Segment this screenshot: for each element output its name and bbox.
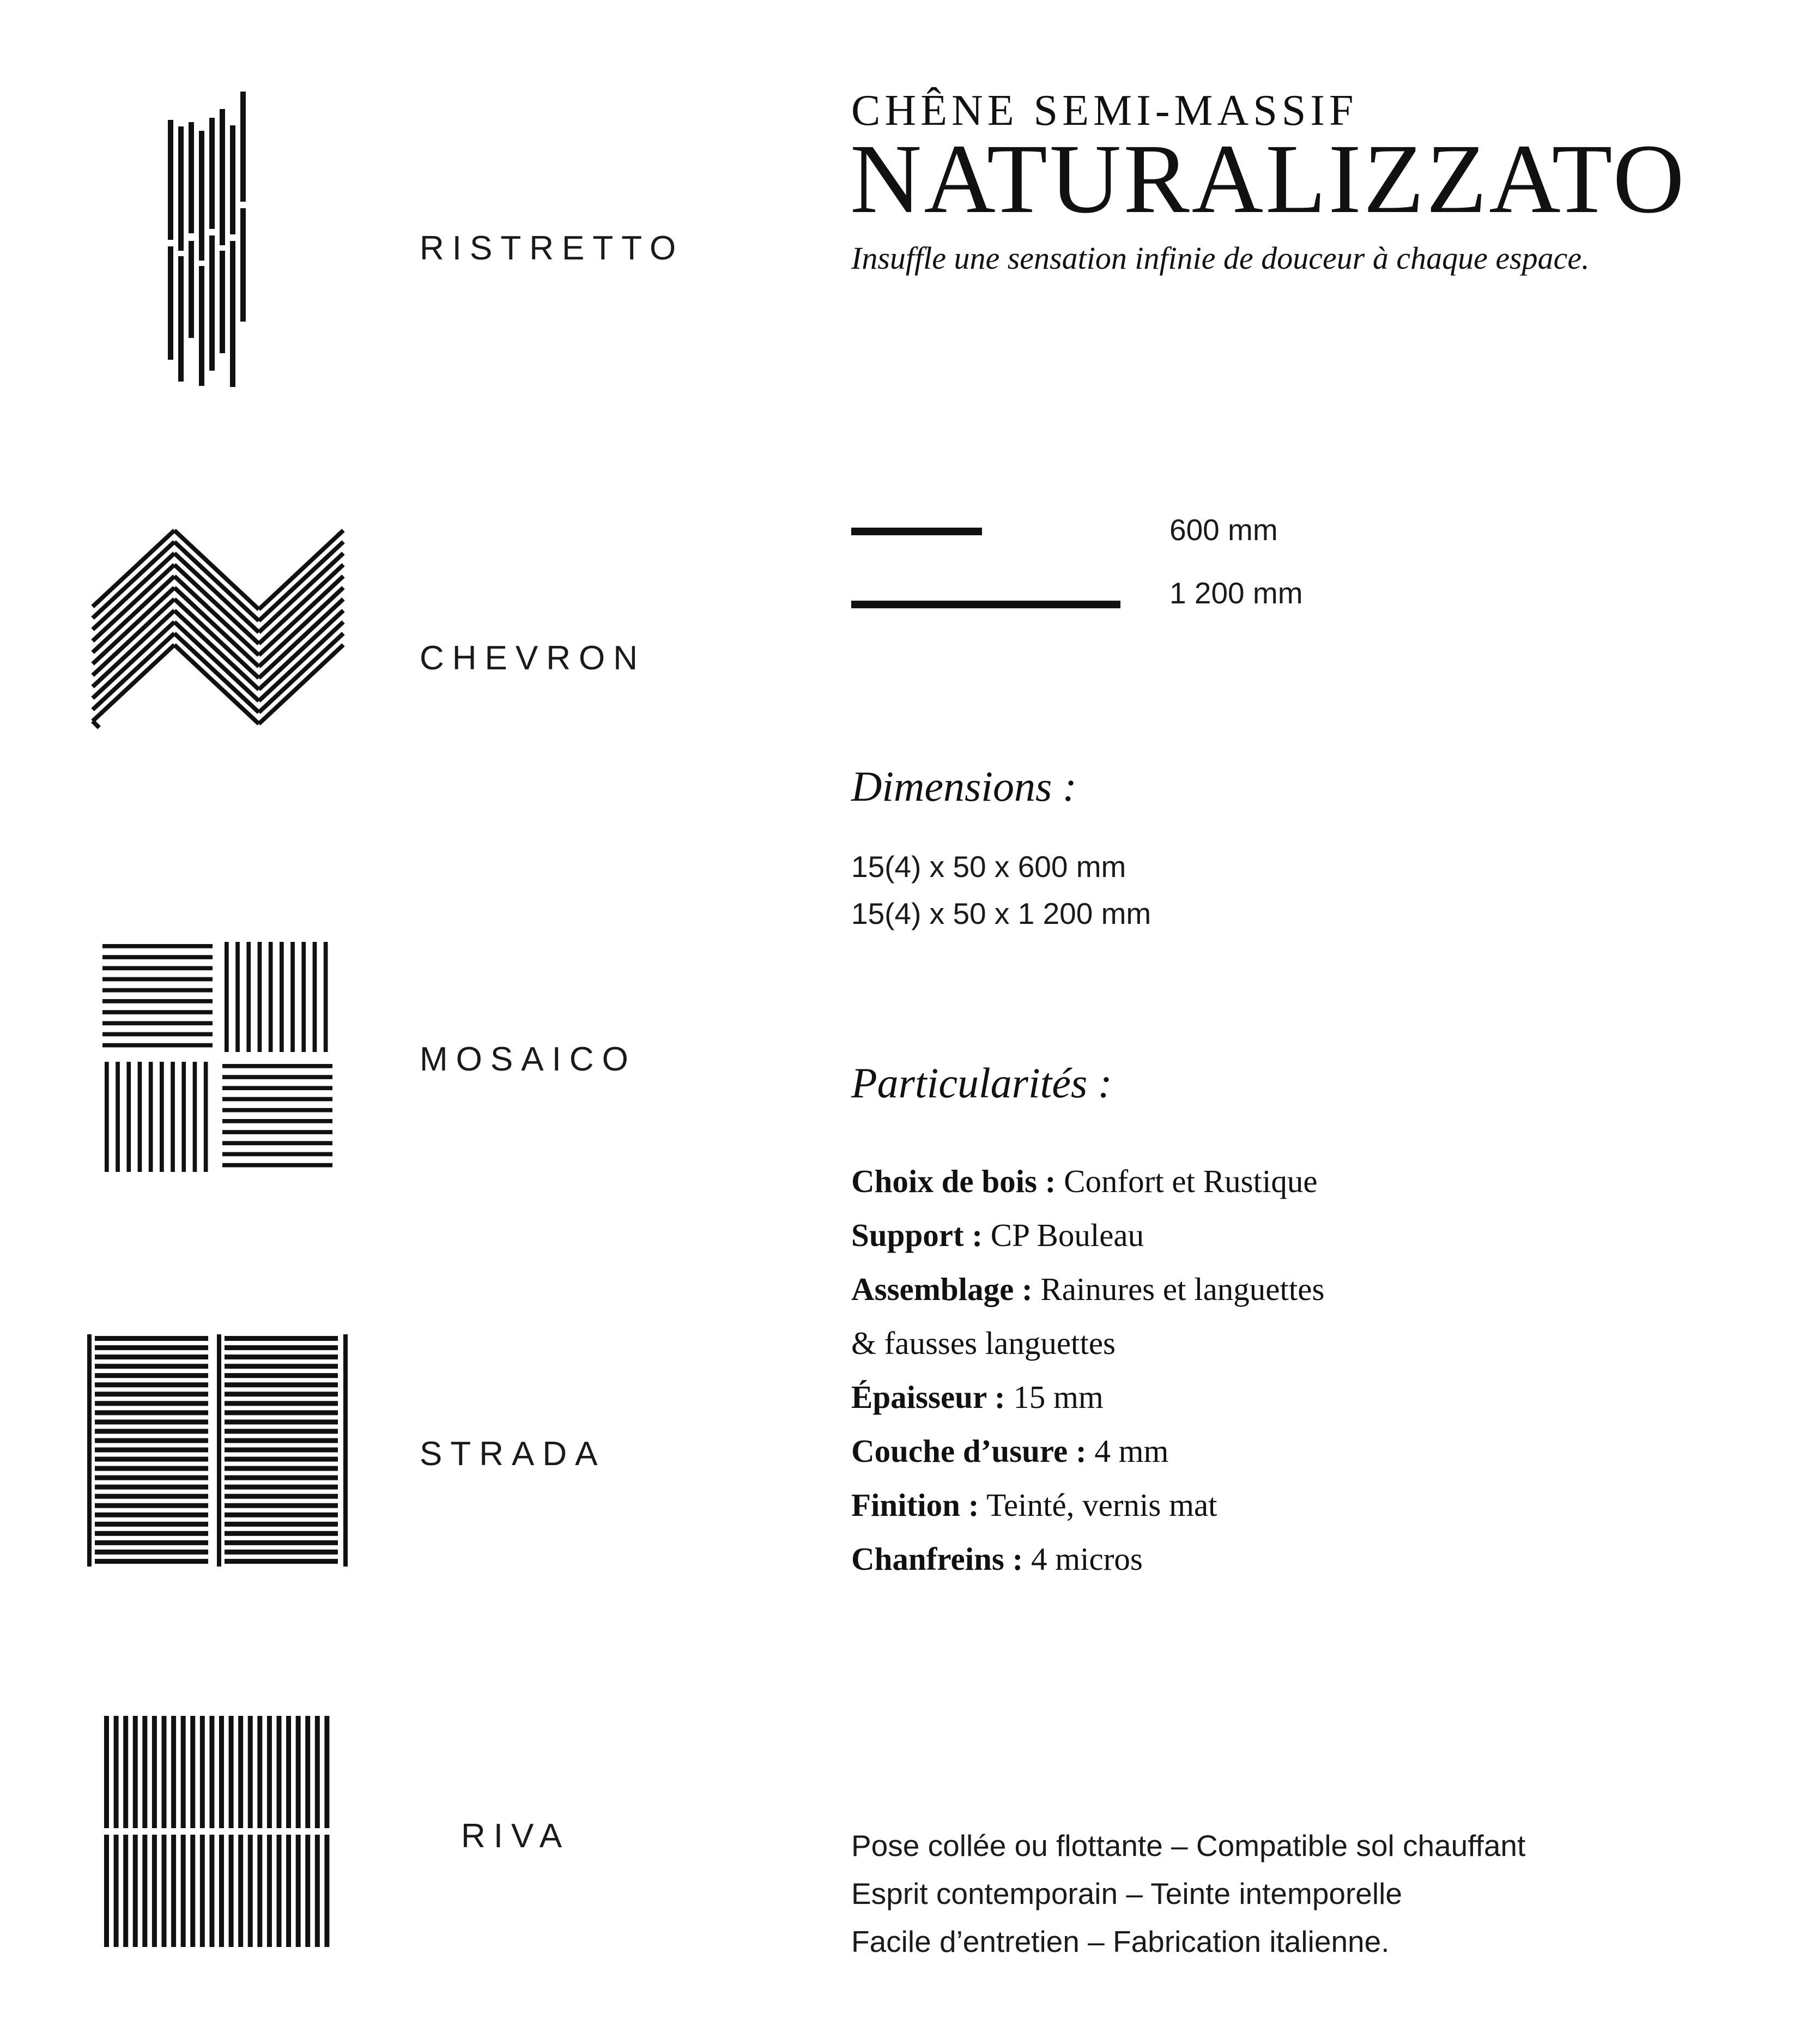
pattern-stroke <box>102 1032 213 1037</box>
pattern-stroke <box>93 633 174 710</box>
pattern-stroke <box>95 1466 208 1471</box>
pattern-stroke <box>225 1457 338 1462</box>
pattern-stroke <box>95 1354 208 1359</box>
pattern-stroke <box>248 1835 253 1947</box>
ristretto-pattern-icon <box>163 87 272 392</box>
pattern-stroke <box>220 251 225 353</box>
dimensions-line-1200: 15(4) x 50 x 1 200 mm <box>851 897 1151 930</box>
pattern-stroke <box>102 966 213 970</box>
pattern-stroke <box>225 1550 338 1555</box>
spec-chanfreins <box>851 1532 1324 1586</box>
features-title: Particularités : <box>851 1059 1112 1106</box>
pattern-stroke <box>133 1716 138 1828</box>
pattern-stroke <box>93 610 174 687</box>
pattern-stroke <box>222 1141 332 1145</box>
pattern-stroke <box>296 1716 301 1828</box>
pattern-stroke <box>95 1401 208 1406</box>
pattern-stroke <box>315 1835 320 1947</box>
spec-support <box>851 1208 1324 1262</box>
pattern-stroke <box>286 1716 291 1828</box>
pattern-stroke <box>313 942 317 1052</box>
pattern-stroke <box>93 542 174 618</box>
pattern-stroke <box>168 120 173 240</box>
pattern-stroke <box>95 1345 208 1350</box>
pattern-stroke <box>102 999 213 1003</box>
pattern-stroke <box>123 1835 128 1947</box>
pattern-stroke <box>240 92 246 202</box>
pattern-stroke <box>93 599 174 675</box>
pattern-stroke <box>123 1716 128 1828</box>
spec-value: & fausses languettes <box>851 1325 1116 1361</box>
pattern-stroke <box>162 1716 167 1828</box>
pattern-stroke <box>189 122 194 233</box>
pattern-stroke <box>171 1835 176 1947</box>
pattern-stroke <box>225 1354 338 1359</box>
pattern-stroke <box>126 1062 131 1172</box>
pattern-stroke <box>133 1835 138 1947</box>
pattern-stroke <box>95 1392 208 1396</box>
spec-assemblage-continued <box>851 1316 1324 1370</box>
length-bar-600 <box>851 528 982 535</box>
pattern-label-ristretto: RISTRETTO <box>420 229 684 267</box>
pattern-stroke <box>225 1410 338 1415</box>
pattern-stroke <box>189 241 194 338</box>
pattern-stroke <box>238 1835 243 1947</box>
spec-value: 4 micros <box>1031 1541 1143 1577</box>
pattern-stroke <box>95 1429 208 1434</box>
pattern-stroke <box>95 1447 208 1452</box>
pattern-stroke <box>93 553 174 630</box>
pattern-stroke <box>104 1716 109 1828</box>
spec-couche-usure <box>851 1424 1324 1478</box>
product-tagline: Insuffle une sensation infinie de douceur à chaque espace. <box>851 240 1590 276</box>
pattern-label-chevron: CHEVRON <box>420 639 646 677</box>
spec-value: Rainures et languettes <box>1040 1271 1325 1307</box>
pattern-stroke <box>305 1835 310 1947</box>
pattern-stroke <box>114 1716 119 1828</box>
pattern-stroke <box>225 1392 338 1396</box>
pattern-stroke <box>95 1513 208 1517</box>
pattern-stroke <box>225 1345 338 1350</box>
spec-value: 4 mm <box>1094 1433 1169 1469</box>
features-spec-list <box>851 1154 1324 1586</box>
pattern-stroke <box>209 118 215 229</box>
pattern-stroke <box>193 1062 197 1172</box>
pattern-stroke <box>324 942 328 1052</box>
pattern-stroke <box>277 1835 282 1947</box>
pattern-stroke <box>200 1716 205 1828</box>
pattern-stroke <box>225 1429 338 1434</box>
pattern-stroke <box>178 256 184 382</box>
pattern-stroke <box>160 1062 164 1172</box>
pattern-stroke <box>95 1522 208 1527</box>
pattern-stroke <box>324 1835 329 1947</box>
pattern-stroke <box>95 1485 208 1490</box>
pattern-stroke <box>222 1064 332 1068</box>
pattern-stroke <box>181 1062 186 1172</box>
pattern-stroke <box>280 942 284 1052</box>
spec-epaisseur <box>851 1370 1324 1424</box>
pattern-stroke <box>95 1531 208 1536</box>
pattern-stroke <box>95 1457 208 1462</box>
pattern-stroke <box>95 1382 208 1387</box>
pattern-stroke <box>200 1835 205 1947</box>
pattern-stroke <box>190 1835 195 1947</box>
pattern-stroke <box>104 1835 109 1947</box>
pattern-stroke <box>225 1373 338 1378</box>
dimensions-title: Dimensions : <box>851 763 1077 810</box>
pattern-stroke <box>277 1716 282 1828</box>
dimensions-line-600: 15(4) x 50 x 600 mm <box>851 850 1126 884</box>
pattern-stroke <box>225 1466 338 1471</box>
product-title: NATURALIZZATO <box>850 124 1687 234</box>
pattern-stroke <box>267 1716 272 1828</box>
footer-line-entretien: Facile d’entretien – Fabrication italienne. <box>851 1925 1390 1958</box>
spec-assemblage <box>851 1262 1324 1316</box>
pattern-stroke <box>258 942 262 1052</box>
pattern-stroke <box>190 1716 195 1828</box>
length-label-600: 600 mm <box>1169 513 1278 547</box>
pattern-stroke <box>87 1334 92 1567</box>
pattern-stroke <box>225 1522 338 1527</box>
spec-key: Chanfreins : <box>851 1541 1023 1577</box>
spec-value: CP Bouleau <box>990 1217 1144 1253</box>
pattern-stroke <box>181 1835 186 1947</box>
pattern-stroke <box>257 1716 262 1828</box>
pattern-stroke <box>296 1835 301 1947</box>
pattern-stroke <box>102 988 213 993</box>
pattern-stroke <box>171 1062 175 1172</box>
pattern-stroke <box>142 1835 147 1947</box>
pattern-stroke <box>152 1835 157 1947</box>
pattern-stroke <box>209 1716 214 1828</box>
pattern-stroke <box>95 1438 208 1443</box>
pattern-stroke <box>286 1835 291 1947</box>
pattern-stroke <box>301 942 306 1052</box>
pattern-label-riva: RIVA <box>461 1817 571 1855</box>
length-label-1200: 1 200 mm <box>1169 576 1303 610</box>
pattern-stroke <box>114 1835 119 1947</box>
pattern-stroke <box>222 1075 332 1079</box>
pattern-stroke <box>225 942 229 1052</box>
spec-value: Teinté, vernis mat <box>986 1487 1217 1523</box>
pattern-stroke <box>222 1097 332 1102</box>
pattern-stroke <box>102 955 213 959</box>
pattern-stroke <box>225 1540 338 1545</box>
pattern-stroke <box>225 1382 338 1387</box>
pattern-stroke <box>199 266 204 386</box>
pattern-label-strada: STRADA <box>420 1435 606 1473</box>
pattern-stroke <box>222 1152 332 1157</box>
pattern-stroke <box>93 565 174 641</box>
strada-pattern-icon <box>87 1334 348 1567</box>
pattern-stroke <box>225 1401 338 1406</box>
pattern-stroke <box>95 1364 208 1369</box>
pattern-stroke <box>93 530 174 607</box>
spec-key: Épaisseur : <box>851 1379 1005 1415</box>
pattern-stroke <box>225 1531 338 1536</box>
pattern-stroke <box>95 1336 208 1341</box>
pattern-stroke <box>324 1716 329 1828</box>
pattern-stroke <box>229 1835 234 1947</box>
pattern-stroke <box>102 1021 213 1025</box>
pattern-stroke <box>225 1447 338 1452</box>
spec-key: Choix de bois : <box>851 1163 1056 1199</box>
pattern-stroke <box>171 1716 176 1828</box>
pattern-stroke <box>225 1364 338 1369</box>
pattern-stroke <box>222 1163 332 1168</box>
pattern-stroke <box>222 1130 332 1134</box>
pattern-stroke <box>199 131 204 261</box>
spec-value: 15 mm <box>1013 1379 1104 1415</box>
footer-line-esprit: Esprit contemporain – Teinte intemporelle <box>851 1877 1402 1910</box>
spec-finition <box>851 1478 1324 1532</box>
pattern-stroke <box>220 109 225 245</box>
pattern-stroke <box>315 1716 320 1828</box>
pattern-stroke <box>105 1062 109 1172</box>
pattern-stroke <box>222 1086 332 1090</box>
pattern-stroke <box>116 1062 120 1172</box>
pattern-stroke <box>238 1716 243 1828</box>
pattern-stroke <box>229 1716 234 1828</box>
riva-pattern-icon <box>102 1716 332 1947</box>
pattern-stroke <box>269 942 273 1052</box>
spec-key: Couche d’usure : <box>851 1433 1087 1469</box>
pattern-stroke <box>142 1716 147 1828</box>
pattern-stroke <box>225 1419 338 1424</box>
pattern-stroke <box>95 1494 208 1499</box>
pattern-stroke <box>95 1373 208 1378</box>
pattern-stroke <box>93 645 174 721</box>
spec-key: Finition : <box>851 1487 979 1523</box>
length-bar-1200 <box>851 601 1120 608</box>
pattern-stroke <box>95 1475 208 1480</box>
pattern-stroke <box>290 942 295 1052</box>
chevron-pattern-icon <box>90 528 346 784</box>
pattern-stroke <box>246 942 251 1052</box>
pattern-stroke <box>217 1334 221 1567</box>
pattern-stroke <box>209 235 215 371</box>
mosaico-pattern-icon <box>102 942 332 1172</box>
pattern-stroke <box>138 1062 142 1172</box>
pattern-stroke <box>225 1438 338 1443</box>
pattern-stroke <box>230 125 235 234</box>
pattern-stroke <box>95 1410 208 1415</box>
pattern-stroke <box>168 246 173 360</box>
pattern-stroke <box>225 1475 338 1480</box>
pattern-stroke <box>248 1716 253 1828</box>
pattern-label-mosaico: MOSAICO <box>420 1041 637 1078</box>
pattern-stroke <box>219 1716 224 1828</box>
pattern-stroke <box>93 622 174 698</box>
pattern-stroke <box>102 1010 213 1014</box>
pattern-stroke <box>225 1503 338 1508</box>
pattern-stroke <box>222 1108 332 1112</box>
pattern-stroke <box>93 588 174 664</box>
pattern-stroke <box>240 208 246 322</box>
pattern-stroke <box>235 942 240 1052</box>
pattern-stroke <box>225 1336 338 1341</box>
pattern-stroke <box>95 1503 208 1508</box>
pattern-stroke <box>152 1716 157 1828</box>
pattern-stroke <box>257 1835 262 1947</box>
pattern-stroke <box>93 721 99 728</box>
pattern-stroke <box>149 1062 153 1172</box>
pattern-stroke <box>95 1419 208 1424</box>
pattern-stroke <box>95 1550 208 1555</box>
spec-value: Confort et Rustique <box>1064 1163 1318 1199</box>
pattern-stroke <box>305 1716 310 1828</box>
pattern-stroke <box>222 1119 332 1123</box>
footer-line-pose: Pose collée ou flottante – Compatible sol chauffant <box>851 1829 1526 1862</box>
spec-key: Assemblage : <box>851 1271 1033 1307</box>
pattern-stroke <box>93 576 174 652</box>
pattern-stroke <box>102 944 213 948</box>
pattern-stroke <box>209 1835 214 1947</box>
pattern-stroke <box>102 977 213 982</box>
spec-key: Support : <box>851 1217 983 1253</box>
pattern-stroke <box>225 1485 338 1490</box>
spec-choix-de-bois <box>851 1154 1324 1208</box>
pattern-stroke <box>343 1334 348 1567</box>
pattern-stroke <box>102 1043 213 1048</box>
pattern-stroke <box>178 126 184 251</box>
pattern-stroke <box>225 1513 338 1517</box>
pattern-stroke <box>230 241 235 387</box>
pattern-stroke <box>162 1835 167 1947</box>
pattern-stroke <box>225 1494 338 1499</box>
pattern-stroke <box>95 1559 208 1564</box>
pattern-stroke <box>225 1559 338 1564</box>
pattern-stroke <box>181 1716 186 1828</box>
pattern-stroke <box>95 1540 208 1545</box>
product-kicker: CHÊNE SEMI-MASSIF <box>851 87 1358 135</box>
pattern-stroke <box>219 1835 224 1947</box>
pattern-stroke <box>204 1062 208 1172</box>
pattern-stroke <box>267 1835 272 1947</box>
